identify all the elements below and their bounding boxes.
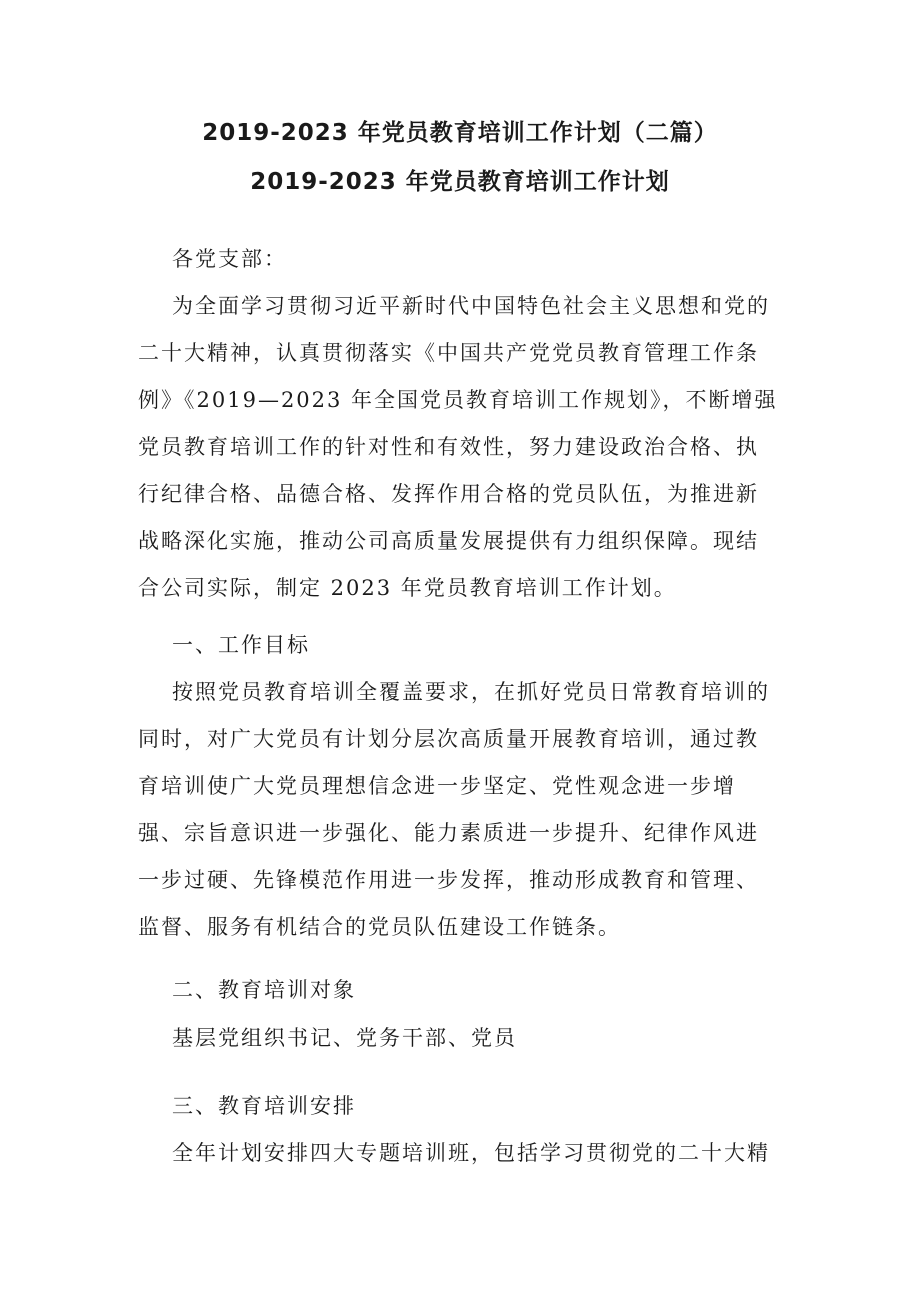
paragraph-line: 同时，对广大党员有计划分层次高质量开展教育培训，通过教 xyxy=(138,727,759,751)
paragraph-line: 强、宗旨意识进一步强化、能力素质进一步提升、纪律作风进 xyxy=(138,821,759,845)
paragraph-line: 二十大精神，认真贯彻落实《中国共产党党员教育管理工作条 xyxy=(138,341,759,365)
paragraph-line: 全年计划安排四大专题培训班，包括学习贯彻党的二十大精 xyxy=(172,1141,770,1165)
paragraph-line: 战略深化实施，推动公司高质量发展提供有力组织保障。现结 xyxy=(138,529,759,553)
section-heading: 二、教育培训对象 xyxy=(172,978,356,1002)
paragraph-line: 党员教育培训工作的针对性和有效性，努力建设政治合格、执 xyxy=(138,435,759,459)
paragraph-line: 按照党员教育培训全覆盖要求，在抓好党员日常教育培训的 xyxy=(172,680,770,704)
paragraph-line: 合公司实际，制定 2023 年党员教育培训工作计划。 xyxy=(138,576,677,600)
section-heading: 一、工作目标 xyxy=(172,633,310,657)
paragraph-line: 例》《2019—2023 年全国党员教育培训工作规划》，不断增强 xyxy=(138,388,778,412)
section-heading: 三、教育培训安排 xyxy=(172,1094,356,1118)
paragraph-line: 为全面学习贯彻习近平新时代中国特色社会主义思想和党的 xyxy=(172,294,770,318)
salutation: 各党支部： xyxy=(172,247,287,271)
document-subtitle: 2019-2023 年党员教育培训工作计划 xyxy=(250,169,670,195)
paragraph-line: 一步过硬、先锋模范作用进一步发挥，推动形成教育和管理、 xyxy=(138,868,759,892)
paragraph-line: 基层党组织书记、党务干部、党员 xyxy=(172,1026,517,1050)
document-title: 2019-2023 年党员教育培训工作计划（二篇） xyxy=(202,120,718,146)
paragraph-line: 行纪律合格、品德合格、发挥作用合格的党员队伍，为推进新 xyxy=(138,482,759,506)
paragraph-line: 监督、服务有机结合的党员队伍建设工作链条。 xyxy=(138,915,621,939)
paragraph-line: 育培训使广大党员理想信念进一步坚定、党性观念进一步增 xyxy=(138,774,736,798)
